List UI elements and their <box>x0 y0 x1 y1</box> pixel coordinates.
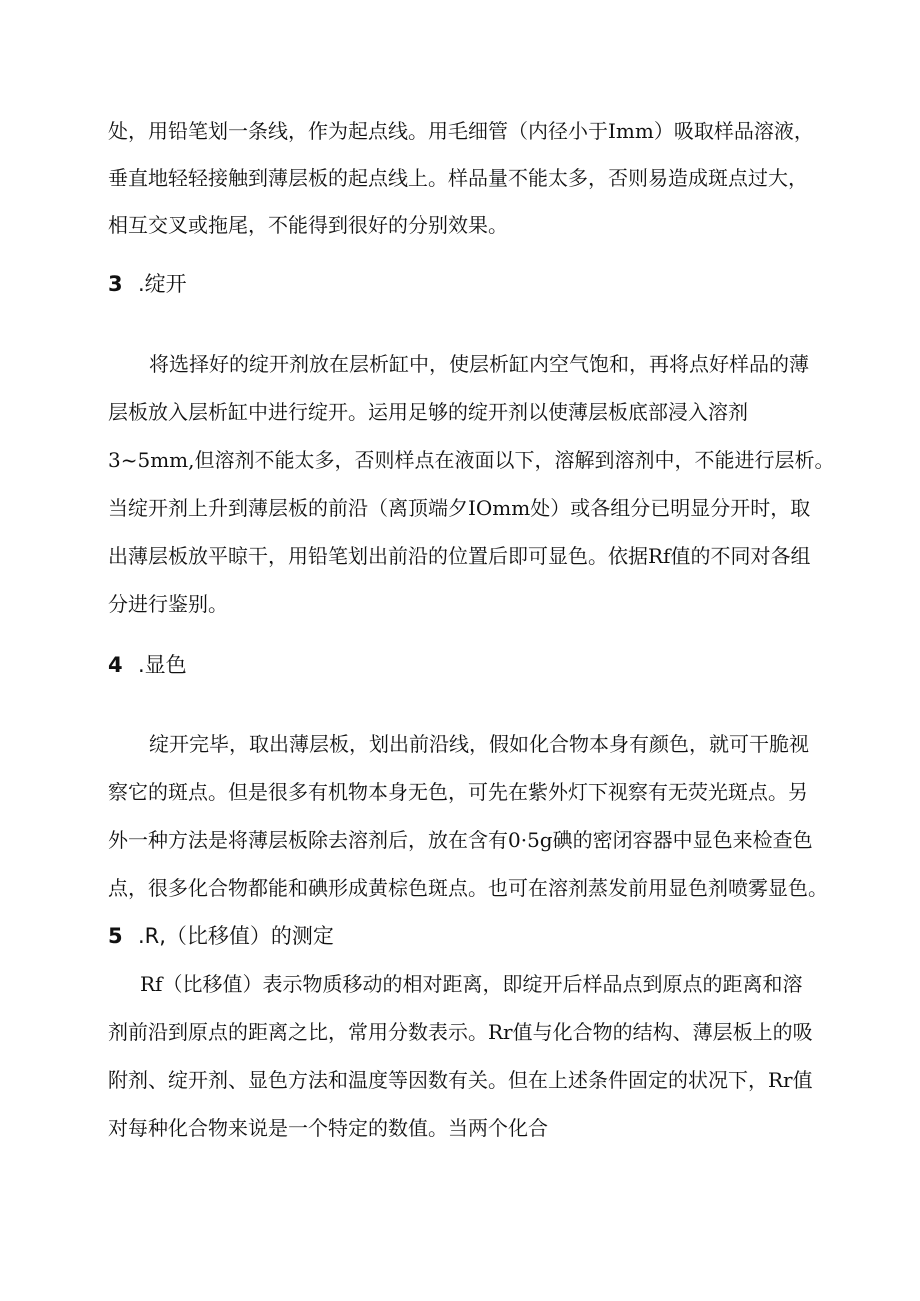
section-5-line-4: 对每种化合物来说是一个特定的数值。当两个化合 <box>108 1116 548 1140</box>
section-5-line-1: Rf（比移值）表示物质移动的相对距离，即绽开后样品点到原点的距离和溶 <box>140 972 803 996</box>
section-4-line-4: 点，很多化合物都能和碘形成黄棕色斑点。也可在溶剂蒸发前用显色剂喷雾显色。 <box>108 876 828 900</box>
section-4-line-3: 外一种方法是将薄层板除去溶剂后，放在含有0·5g碘的密闭容器中显色来检查色 <box>108 828 813 852</box>
section-5-line-3: 附剂、绽开剂、显色方法和温度等因数有关。但在上述条件固定的状况下，Rr值 <box>108 1068 813 1092</box>
section-3-title: .绽开 <box>137 272 187 296</box>
intro-line-2: 垂直地轻轻接触到薄层板的起点线上。样品量不能太多，否则易造成斑点过大， <box>108 166 808 190</box>
section-3-line-5: 出薄层板放平晾干，用铅笔划出前沿的位置后即可显色。依据Rf值的不同对各组 <box>108 544 811 568</box>
intro-line-3: 相互交叉或拖尾，不能得到很好的分别效果。 <box>108 213 508 237</box>
section-5-title: .R,（比移值）的测定 <box>137 924 334 948</box>
section-3-line-3: 3~5mm,但溶剂不能太多，否则样点在液面以下，溶解到溶剂中，不能进行层析。 <box>108 448 835 472</box>
section-3-line-4: 当绽开剂上升到薄层板的前沿（离顶端夕IOmm处）或各组分已明显分开时，取 <box>108 496 811 520</box>
section-5-heading <box>108 923 334 949</box>
section-3-line-1: 将选择好的绽开剂放在层析缸中，使层析缸内空气饱和，再将点好样品的薄 <box>149 352 809 376</box>
section-4-title: .显色 <box>137 653 187 677</box>
section-4-line-2: 察它的斑点。但是很多有机物本身无色，可先在紫外灯下视察有无荧光斑点。另 <box>108 780 808 804</box>
section-4-number: 4 <box>108 653 123 677</box>
intro-line-1: 处，用铅笔划一条线，作为起点线。用毛细管（内径小于Imm）吸取样品溶液， <box>108 119 814 143</box>
section-5-number: 5 <box>108 924 123 948</box>
section-5-line-2: 剂前沿到原点的距离之比，常用分数表示。Rr值与化合物的结构、薄层板上的吸 <box>108 1020 813 1044</box>
section-4-line-1: 绽开完毕，取出薄层板，划出前沿线，假如化合物本身有颜色，就可干脆视 <box>149 732 809 756</box>
section-3-line-6: 分进行鉴别。 <box>108 592 228 616</box>
section-4-heading <box>108 652 187 678</box>
section-3-number: 3 <box>108 272 123 296</box>
section-3-line-2: 层板放入层析缸中进行绽开。运用足够的绽开剂以使薄层板底部浸入溶剂 <box>108 400 748 424</box>
section-3-heading <box>108 271 187 297</box>
